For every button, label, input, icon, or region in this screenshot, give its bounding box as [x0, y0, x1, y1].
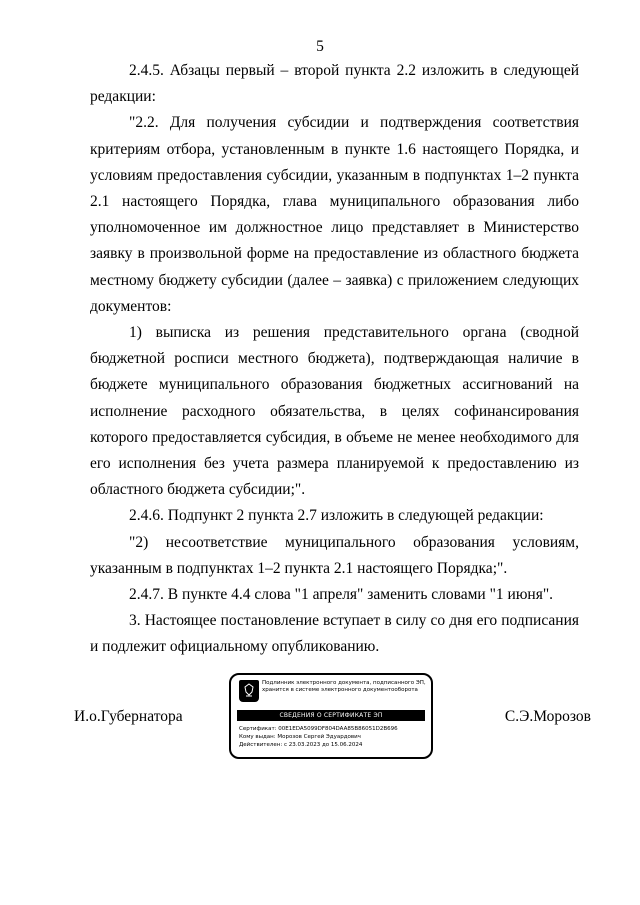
- certificate-details: [239, 725, 429, 750]
- paragraph-2-4-7: 2.4.7. В пункте 4.4 слова "1 апреля" заменить словами "1 июня".: [129, 586, 554, 604]
- paragraph-2-4-5: 2.4.5. Абзацы первый – второй пункта 2.2 изложить в следующей редакции:: [90, 62, 579, 106]
- certificate-validity: Действителен: с 23.03.2023 до 15.06.2024: [239, 742, 363, 749]
- certificate-banner: СВЕДЕНИЯ О СЕРТИФИКАТЕ ЭП: [237, 710, 425, 721]
- signatory-position: И.о.Губернатора: [74, 708, 183, 725]
- page-number: 5: [316, 38, 324, 55]
- paragraph-item-1: 1) выписка из решения представительного органа (сводной бюджетной росписи местного бюджета), подтверждающая наличие в бюджете муниципального образования бюджетных ассигнований на исполнение расходного обязательства, в целях софинансирования которого предоставляется субсидия, в объеме не менее необходимого для его исполнения без учета размера планируемой к предоставлению из областного бюджета субсидии;".: [90, 324, 579, 499]
- paragraph-2-4-6: 2.4.6. Подпункт 2 пункта 2.7 изложить в следующей редакции:: [129, 507, 544, 525]
- document-body: [90, 58, 579, 661]
- paragraph-item-2: "2) несоответствие муниципального образования условиям, указанным в подпунктах 1–2 пункта 2.1 настоящего Порядка;".: [90, 533, 579, 577]
- certificate-owner: Кому выдан: Морозов Сергей Эдуардович: [239, 734, 361, 741]
- certificate-number: Сертификат: 00E1EDA5099DF804DAA85B86051D2B696: [239, 726, 398, 732]
- e-signature-stamp: [229, 673, 433, 759]
- paragraph-2-2-quote: "2.2. Для получения субсидии и подтверждения соответствия критериям отбора, установленным в пункте 1.6 настоящего Порядка, и условиям предоставления субсидии, указанным в подпунктах 1–2 пункта 2.1 настоящего Порядка, глава муниципального образования либо уполномоченное им должностное лицо представляет в Министерство заявку в произвольной форме на предоставление из областного бюджета местному бюджету субсидии (далее – заявка) с приложением следующих документов:: [90, 114, 579, 315]
- coat-of-arms-icon: [239, 680, 259, 702]
- signatory-name: С.Э.Морозов: [504, 708, 591, 725]
- stamp-note: Подлинник электронного документа, подписанного ЭП, хранится в системе электронного документооборота: [262, 680, 426, 693]
- paragraph-3: 3. Настоящее постановление вступает в силу со дня его подписания и подлежит официальному опубликованию.: [90, 612, 579, 656]
